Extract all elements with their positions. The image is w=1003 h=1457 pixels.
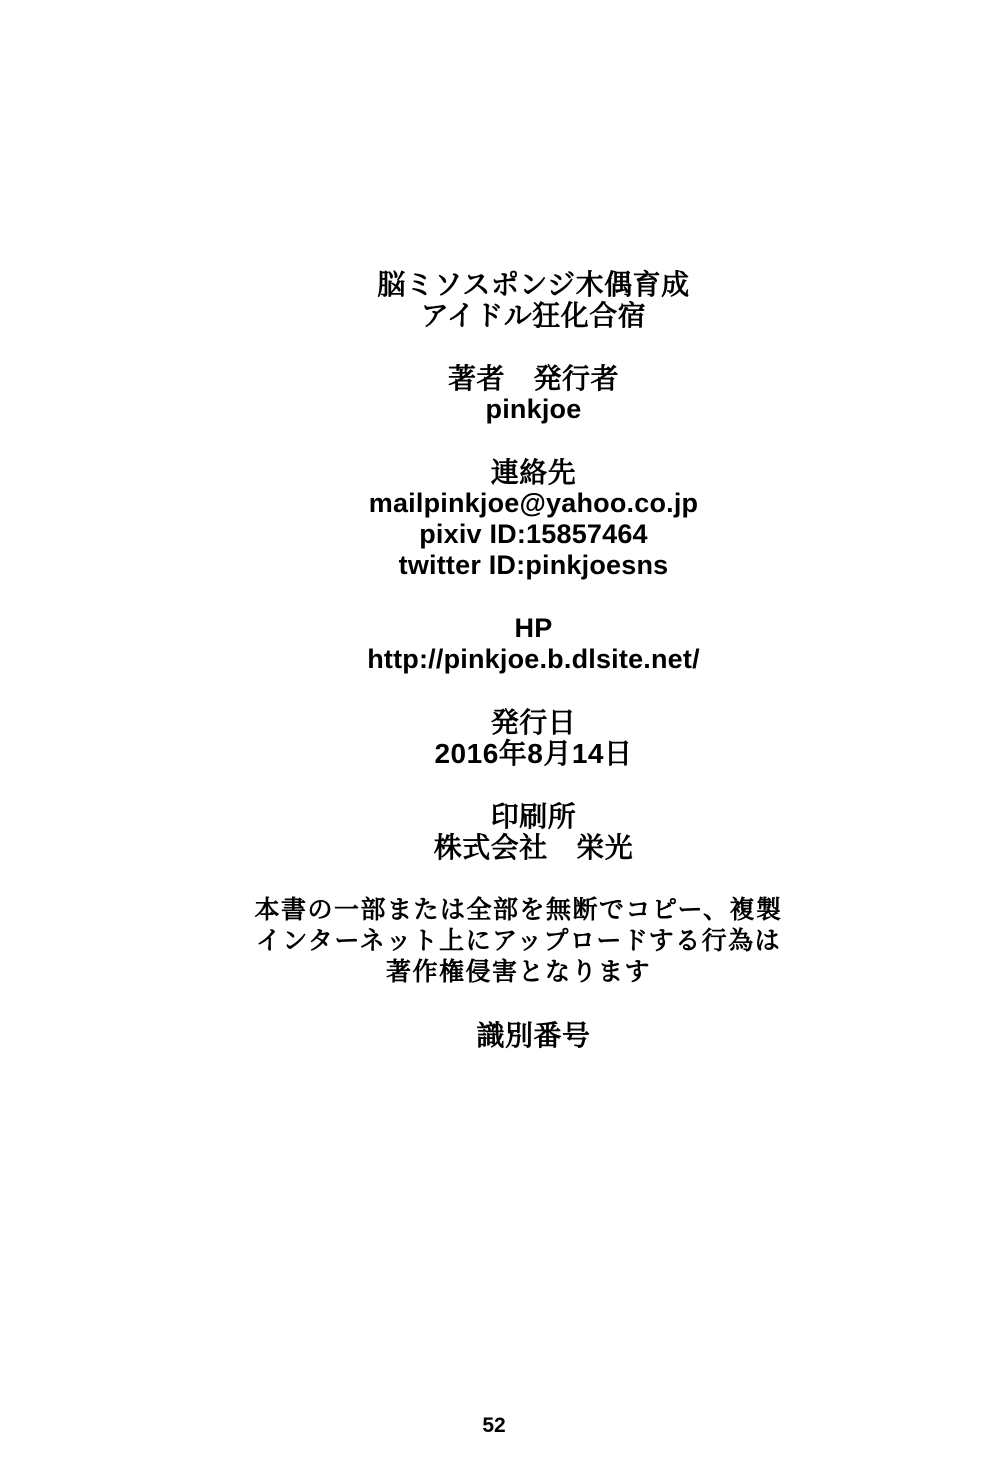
author-name: pinkjoe — [485, 394, 582, 424]
contact-heading: 連絡先 — [490, 457, 577, 488]
author-heading: 著者 発行者 — [447, 363, 619, 394]
contact-twitter-id: twitter ID:pinkjoesns — [398, 550, 669, 580]
homepage-section — [32, 613, 1003, 675]
copyright-notice-line2: インターネット上にアップロードする行為は — [255, 928, 782, 955]
issue-date-value: 2016年8月14日 — [434, 738, 633, 769]
contact-section — [32, 457, 1003, 581]
copyright-notice — [17, 895, 1003, 988]
author-section — [32, 363, 1003, 425]
printer-section — [32, 801, 1003, 863]
contact-pixiv-id: pixiv ID:15857464 — [419, 519, 648, 549]
printer-heading: 印刷所 — [490, 801, 577, 832]
doujin-title — [32, 269, 1003, 331]
issue-date-section — [32, 707, 1003, 769]
copyright-notice-line3: 著作権侵害となります — [385, 959, 651, 986]
colophon-text-column — [32, 269, 1003, 1051]
homepage-url: http://pinkjoe.b.dlsite.net/ — [367, 644, 700, 674]
printer-name: 株式会社 栄光 — [433, 832, 634, 863]
doujin-title-line2: アイドル狂化合宿 — [420, 300, 647, 331]
homepage-heading: HP — [514, 613, 553, 643]
id-number-section — [32, 1020, 1003, 1051]
page-number: 52 — [482, 1414, 506, 1437]
contact-email: mailpinkjoe@yahoo.co.jp — [368, 488, 699, 518]
copyright-notice-line1: 本書の一部または全部を無断でコピー、複製 — [254, 897, 783, 924]
id-number-label: 識別番号 — [476, 1020, 591, 1051]
doujin-title-line1: 脳ミソスポンジ木偶育成 — [377, 269, 690, 300]
issue-date-heading: 発行日 — [490, 707, 577, 738]
